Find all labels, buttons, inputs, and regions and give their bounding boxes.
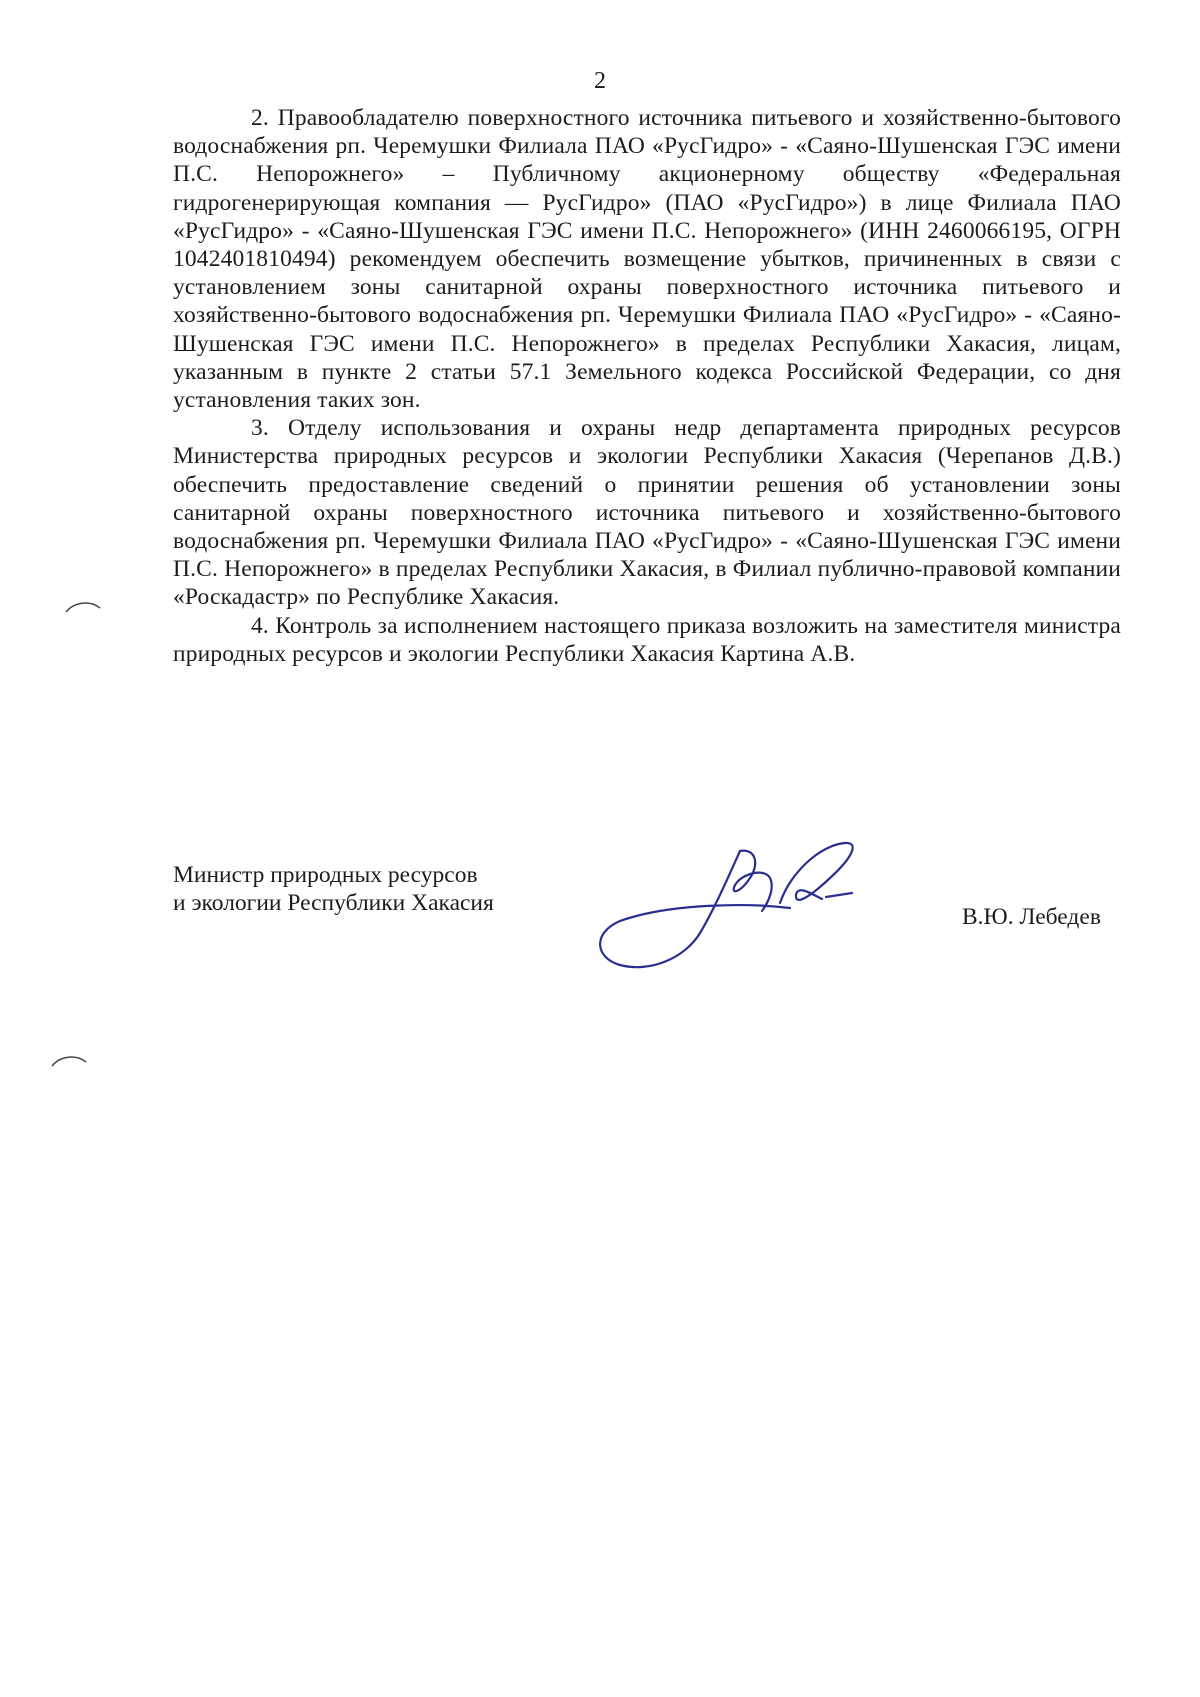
document-body: [173, 104, 1121, 668]
signer-name: В.Ю. Лебедев: [962, 904, 1101, 930]
paragraph-4: 4. Контроль за исполнением настоящего приказа возложить на заместителя министра природных ресурсов и экологии Республики Хакасия Картина А.В.: [173, 612, 1121, 667]
signature-stroke-main: [600, 851, 790, 967]
signer-title-line-2: и экологии Республики Хакасия: [173, 890, 494, 916]
scan-mark-1: [62, 596, 104, 616]
handwritten-signature: [590, 833, 920, 983]
scan-mark-2: [48, 1050, 90, 1070]
paragraph-2: 2. Правообладателю поверхностного источника питьевого и хозяйственно-бытового водоснабжения рп. Черемушки Филиала ПАО «РусГидро» - «Саяно-Шушенская ГЭС имени П.С. Непорожнего» – Публичному акционерному обществу «Федеральная гидрогенерирующая компания — РусГидро» (ПАО «РусГидро») в лице Филиала ПАО «РусГидро» - «Саяно-Шушенская ГЭС имени П.С. Непорожнего» (ИНН 2460066195, ОГРН 1042401810494) рекомендуем обеспечить возмещение убытков, причиненных в связи с установлением зоны санитарной охраны поверхностного источника питьевого и хозяйственно-бытового водоснабжения рп. Черемушки Филиала ПАО «РусГидро» - «Саяно-Шушенская ГЭС имени П.С. Непорожнего» в пределах Республики Хакасия, лицам, указанным в пункте 2 статьи 57.1 Земельного кодекса Российской Федерации, со дня установления таких зон.: [173, 105, 1121, 414]
signature-block: [0, 861, 1200, 1001]
signature-stroke-loop: [734, 851, 772, 911]
paragraph-3: 3. Отделу использования и охраны недр департамента природных ресурсов Министерства природных ресурсов и экологии Республики Хакасия (Черепанов Д.В.) обеспечить предоставление сведений о принятии решения об установлении зоны санитарной охраны поверхностного источника питьевого и хозяйственно-бытового водоснабжения рп. Черемушки Филиала ПАО «РусГидро» - «Саяно-Шушенская ГЭС имени П.С. Непорожнего» в пределах Республики Хакасия, в Филиал публично-правовой компании «Роскадастр» по Республике Хакасия.: [173, 415, 1121, 611]
signer-title: [173, 861, 494, 917]
signature-stroke-dash: [826, 893, 852, 897]
page-number: 2: [594, 68, 606, 94]
signer-title-line-1: Министр природных ресурсов: [173, 862, 478, 888]
